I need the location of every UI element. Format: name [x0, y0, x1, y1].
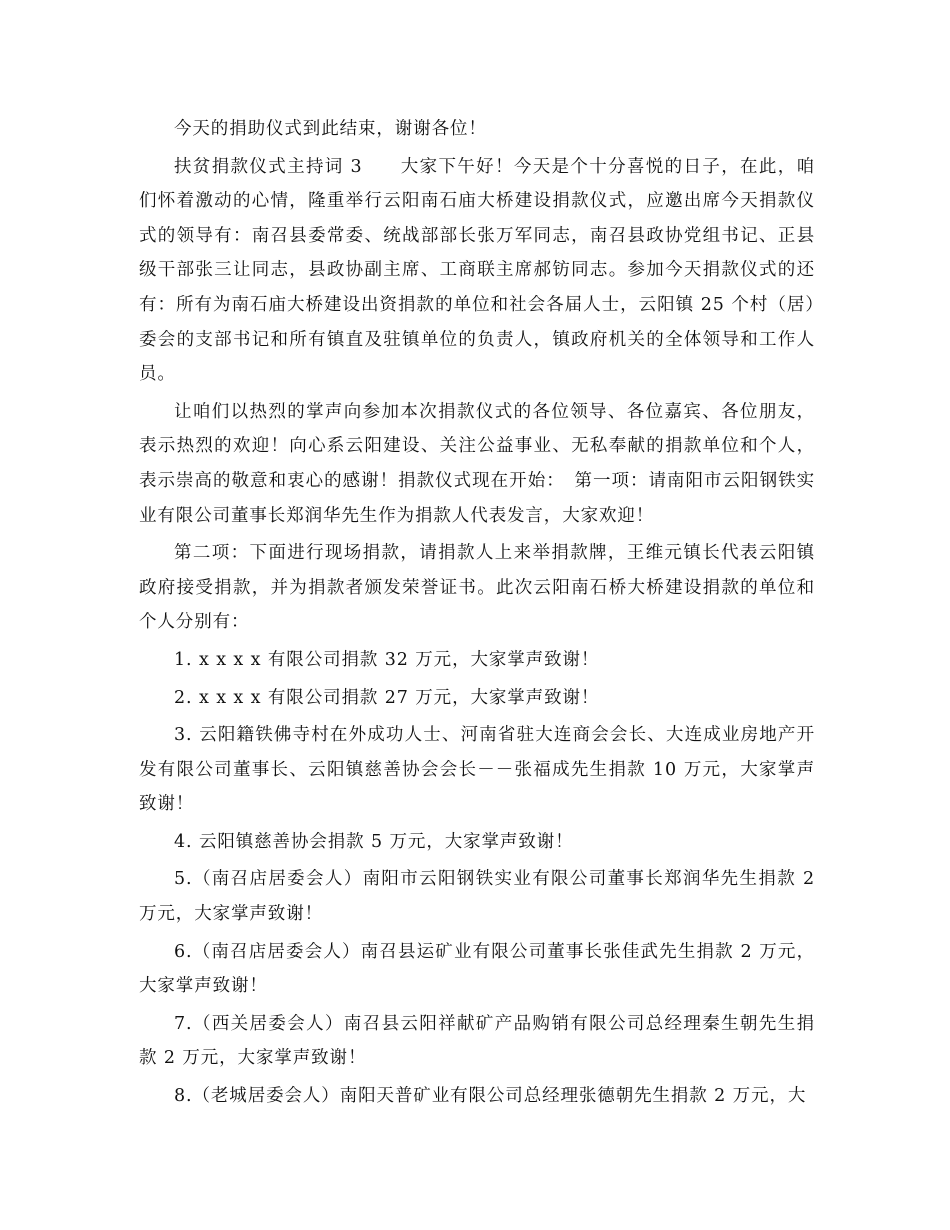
donation-item-3: 3. 云阳籍铁佛寺村在外成功人士、河南省驻大连商会会长、大连成业房地产开发有限公司董事长、云阳镇慈善协会会长－－张福成先生捐款 10 万元，大家掌声致谢！ — [139, 725, 815, 815]
opening-paragraph: 扶贫捐款仪式主持词 3 大家下午好！今天是个十分喜悦的日子，在此，咱们怀着激动的心情，隆重举行云阳南石庙大桥建设捐款仪式，应邀出席今天捐款仪式的领导有：南召县委常委、统战部部长张万军同志，南召县政协党组书记、正县级干部张三让同志，县政协副主席、工商联主席郝钫同志。参加今天捐款仪式的还有：所有为南石庙大桥建设出资捐款的单位和社会各届人士，云阳镇 25 个村（居）委会的支部书记和所有镇直及驻镇单位的负责人，镇政府机关的全体领导和工作人员。 — [139, 156, 815, 385]
donation-item-5: 5.（南召店居委会人）南阳市云阳钢铁实业有限公司董事长郑润华先生捐款 2 万元，大家掌声致谢！ — [139, 869, 815, 925]
donation-item-7: 7.（西关居委会人）南召县云阳祥献矿产品购销有限公司总经理秦生朝先生捐款 2 万元，大家掌声致谢！ — [139, 1013, 815, 1069]
donation-item-8: 8.（老城居委会人）南阳天普矿业有限公司总经理张德朝先生捐款 2 万元，大 — [174, 1086, 807, 1107]
donation-item-6: 6.（南召店居委会人）南召县运矿业有限公司董事长张佳武先生捐款 2 万元，大家掌声致谢！ — [139, 941, 815, 997]
welcome-paragraph: 让咱们以热烈的掌声向参加本次捐款仪式的各位领导、各位嘉宾、各位朋友，表示热烈的欢迎！向心系云阳建设、关注公益事业、无私奉献的捐款单位和个人，表示崇高的敬意和衷心的感谢！捐款仪式现在开始： 第一项：请南阳市云阳钢铁实业有限公司董事长郑润华先生作为捐款人代表发言，大家欢迎！ — [139, 401, 815, 526]
second-item-paragraph: 第二项：下面进行现场捐款，请捐款人上来举捐款牌，王维元镇长代表云阳镇政府接受捐款，并为捐款者颁发荣誉证书。此次云阳南石桥大桥建设捐款的单位和个人分别有： — [139, 543, 815, 633]
closing-paragraph: 今天的捐助仪式到此结束，谢谢各位！ — [174, 119, 487, 139]
donation-item-2: 2. x x x x 有限公司捐款 27 万元，大家掌声致谢！ — [174, 687, 600, 708]
document-page — [139, 112, 815, 1114]
donation-item-4: 4. 云阳镇慈善协会捐款 5 万元，大家掌声致谢！ — [174, 831, 574, 852]
donation-item-1: 1. x x x x 有限公司捐款 32 万元，大家掌声致谢！ — [174, 649, 600, 670]
